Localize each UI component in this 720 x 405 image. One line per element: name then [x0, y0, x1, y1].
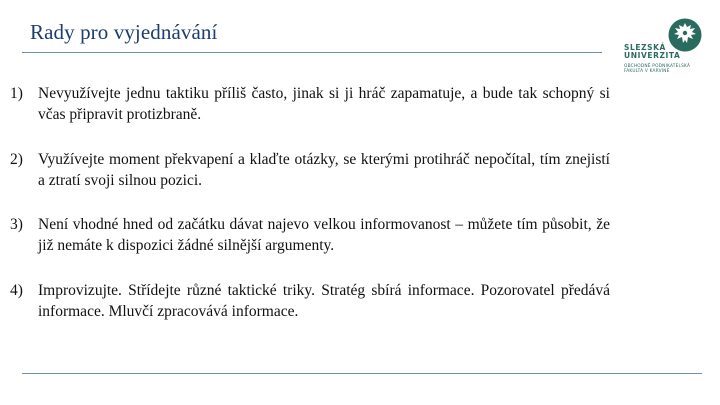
list-item [10, 83, 610, 125]
tip-text: Není vhodné hned od začátku dávat najevo velkou informovanost – můžete tím působit, že již nemáte k dispozici žádné silnější argumenty. [38, 216, 610, 254]
title-divider [22, 52, 602, 53]
tip-number: 3) [10, 216, 23, 233]
university-logo [624, 18, 708, 76]
logo-subline1: OBCHODNĚ PODNIKATELSKÁ [624, 64, 691, 69]
logo-name-line1: SLEZSKÁ [624, 43, 666, 52]
logo-subline [624, 64, 714, 74]
list-item [10, 280, 610, 322]
tip-number: 1) [10, 85, 23, 102]
logo-name-line2: UNIVERZITA [624, 51, 681, 60]
list-item [10, 149, 610, 191]
logo-wordmark [624, 44, 708, 60]
tip-number: 4) [10, 282, 23, 299]
tip-text: Improvizujte. Střídejte různé taktické triky. Stratég sbírá informace. Pozorovatel předává informace. Mluvčí zpracovává informace. [38, 282, 610, 320]
tip-number: 2) [10, 151, 23, 168]
list-item [10, 214, 610, 256]
slide-title: Rady pro vyjednávání [30, 20, 218, 44]
footer-divider [22, 373, 702, 374]
logo-subline2: FAKULTA V KARVINÉ [624, 69, 670, 74]
tip-text: Nevyužívejte jednu taktiku příliš často, jinak si ji hráč zapamatuje, a bude tak schopný si včas připravit protizbraně. [38, 85, 610, 123]
tip-text: Využívejte moment překvapení a klaďte otázky, se kterými protihráč nepočítal, tím znejistí a ztratí svoji silnou pozici. [38, 151, 610, 189]
